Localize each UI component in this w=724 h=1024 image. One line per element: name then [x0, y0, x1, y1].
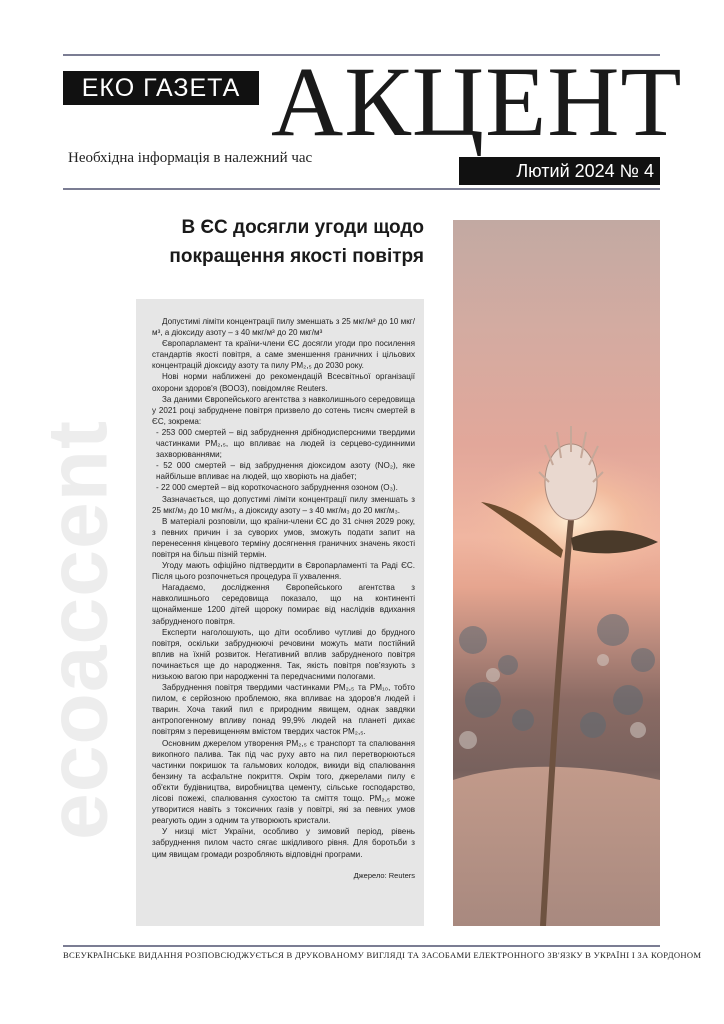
brand-box: ЕКО ГАЗЕТА	[63, 71, 259, 105]
masthead-title: АКЦЕНТ	[271, 46, 683, 157]
article-body	[136, 299, 424, 926]
article-list-item: - 253 000 смертей – від забруднення дрібнодисперсними твердими частинками PM₂,₅, що впливає на людей із серцево-судинними захворюваннями;	[156, 427, 415, 460]
article-source: Джерело: Reuters	[353, 870, 415, 880]
article-paragraph: В матеріалі розповіли, що країни-члени ЄС до 31 січня 2029 року, з певних причин і за суворих умов, зможуть подати запит на перенесення кінцевого терміну досягнення граничних значень якості повітря на більш пізній термін.	[152, 516, 415, 559]
tagline: Необхідна інформація в належний час	[68, 150, 313, 166]
article-headline: В ЄС досягли угоди щодо покращення якості повітря	[169, 217, 424, 267]
article-paragraph: Допустимі ліміти концентрації пилу зменшать з 25 мкг/м³ до 10 мкг/м³, а діоксиду азоту – з 40 мкг/м³ до 20 мкг/м³	[152, 317, 415, 338]
article-paragraph: Експерти наголошують, що діти особливо чутливі до брудного повітря, оскільки забруднюючі речовини можуть мати постійний вплив на їхній розвиток. Негативний вплив забрудненого повітря починається ще до народження. Так, якість повітря пов'язують з низькою вагою при народженні та передчасними пологами.	[152, 627, 415, 681]
masthead-rule	[63, 188, 660, 190]
issue-label: Лютий 2024 № 4	[459, 157, 660, 185]
article-paragraph: Нагадаємо, дослідження Європейського агентства з навколишнього середовища показало, що на континенті щонайменше 1200 дітей щороку помирає від наслідків вдихання забрудненого повітря.	[152, 583, 415, 626]
article-paragraph: Забруднення повітря твердими частинками PM₂,₅ та PM₁₀, тобто пилом, є серйозною проблемою, яка впливає на здоров'я людей і тварин. Хоча такий пил є природним явищем, однак завдяки антропогенному впливу понад 99,9% людей на планеті дихає повітрям з перевищенням вмістом твердих часток PM₂,₅.	[152, 683, 415, 737]
article-paragraph: Угоду мають офіційно підтвердити в Європарламенті та Раді ЄС. Після цього розпочнеться процедура її ухвалення.	[152, 561, 415, 582]
footer-note: ВСЕУКРАЇНСЬКЕ ВИДАННЯ РОЗПОВСЮДЖУЄТЬСЯ В ДРУКОВАНОМУ ВИГЛЯДІ ТА ЗАСОБАМИ ЕЛЕКТРОННОГО ЗВ'ЯЗКУ В УКРАЇНІ І ЗА КОРДОНОМ	[63, 950, 702, 960]
article-paragraph: Основним джерелом утворення PM₂,₅ є транспорт та спалювання викопного палива. Так під час руху авто на пил перетворюються частинки покришок та гальмових колодок, викиди від спалювання бензину та асфальтне покриття. Окрім того, джерелами пилу є об'єкти будівництва, виробництва цементу, сільське господарство, лісові пожежі, спалювання сухостою та сміття тощо. PM₂,₅ може утворитися навіть з токсичних газів у повітрі, які за певних умов реагують один з одним та утворюють кристали.	[152, 738, 415, 826]
side-watermark-text: ecoaccent	[30, 420, 125, 840]
article-paragraph: Нові норми наближені до рекомендацій Всесвітньої організації охорони здоров'я (ВООЗ), повідомляє Reuters.	[152, 372, 415, 393]
flower-photo	[453, 220, 660, 926]
article-paragraph: У низці міст України, особливо у зимовий період, рівень забруднення пилом часто сягає шкідливого рівня. Для боротьби з цим явищам громади розробляють відповідні програми.	[152, 827, 415, 859]
flower-illustration	[453, 220, 660, 926]
article-paragraph: За даними Європейського агентства з навколишнього середовища у 2021 році забруднене повітря призвело до сотень тисяч смертей в ЄС, зокрема:	[152, 394, 415, 426]
article-paragraph: Європарламент та країни-члени ЄС досягли угоди про посилення стандартів якості повітря, а саме зменшення граничних і цільових концентрацій діоксиду азоту та пилу PM₂,₅ до 2030 року.	[152, 339, 415, 371]
article-list-item: - 22 000 смертей – від короткочасного забруднення озоном (O₃).	[156, 483, 398, 493]
article-list-item: - 52 000 смертей – від забруднення діоксидом азоту (NO₂), яке найбільше впливає на людей, що хворіють на діабет;	[156, 461, 415, 482]
article-paragraph: Зазначається, що допустимі ліміти концентрації пилу зменшать з 25 мкг/м₃ до 10 мкг/м₃, а діоксиду азоту – з 40 мкг/м₃ до 20 мкг/м₃.	[152, 494, 415, 515]
footer-rule	[63, 945, 660, 947]
